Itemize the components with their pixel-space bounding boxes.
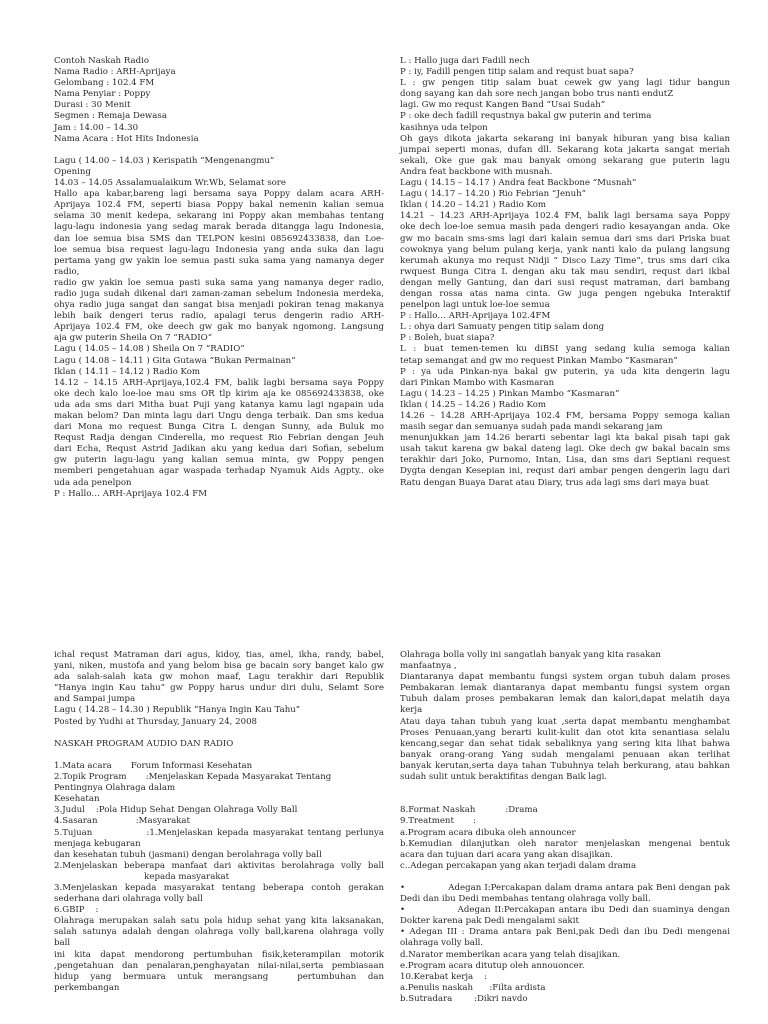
text-line: manfaatnya , (400, 661, 457, 672)
text-line: penelpon lagi untuk loe-loe semua (400, 300, 550, 311)
text-line (400, 794, 730, 805)
text-line: dan kesehatan tubuh (jasmani) dengan berolahraga volly ball (54, 849, 322, 860)
text-line: gw puterin lagu-lagu yang kalian semua minta, gw Poppy pengen (54, 455, 384, 466)
text-line: e.Program acara ditutup oleh annouoncer. (400, 960, 585, 971)
text-line: memberi pengetahuan agar waspada terhadap Nyamuk Aids Agpty.. oke (54, 466, 384, 477)
text-line: sederhana dari olahraga volly ball (54, 894, 203, 905)
text-line: L : ohya dari Samuaty pengen titip salam dong (400, 322, 605, 333)
text-line: loe semua bisa request lagu-lagu Indonesia yang anda suka dan lagu (54, 244, 384, 255)
text-line: NASKAH PROGRAM AUDIO DAN RADIO (54, 738, 234, 749)
text-line: makan belom? Dan minta lagu dari Ungu denga terbaik. Dan sms kedua (54, 411, 384, 421)
text-line: usah takut karena gw bakal dateng lagi. Oke dech gw bakal bacain sms (400, 444, 730, 455)
text-line: Opening (54, 166, 91, 177)
text-line (400, 783, 730, 794)
text-line: masih segar dan semuanya sudah pada mandi sekarang jam (400, 422, 663, 433)
text-line: rwquest Bunga Citra L dengan aku tak mau sendiri, requst dari ikbal (400, 266, 730, 277)
text-line: 1.Mata acara Forum Informasi Kesehatan (54, 760, 253, 771)
text-line: Nama Radio : ARH-Aprijaya (54, 67, 176, 78)
text-line: Posted by Yudhi at Thursday, January 24, 2008 (54, 716, 258, 727)
bottom-left-column (54, 650, 384, 994)
text-line: Diantaranya dapat membantu fungsi system organ tubuh dalam proses (400, 672, 730, 683)
text-line: olahraga volly ball. (400, 938, 484, 949)
text-line: menunjukkan jam 14.26 berarti sebentar lagi kta bakal pisah tapi gak (400, 433, 730, 444)
text-line: uda ada penelpon (54, 477, 132, 488)
text-line: 3.Judul :Pola Hidup Sehat Dengan Olahraga Volly Ball (54, 805, 298, 816)
text-line: ada salah-salah kata gw mohon maaf, Lagu terakhir dari Republik (54, 672, 384, 683)
text-line: jumpai seperti monas, dufan dll. Sekarang kota jakarta sangat meriah (400, 144, 730, 155)
bottom-page (0, 600, 768, 1024)
text-line: cowoknya yang belum pulang kerja, yank nanti kalo da pulang langsung (400, 244, 730, 255)
text-line: Pentingnya Olahraga dalam (54, 783, 176, 794)
text-line: acara dan tujuan dari acara yang akan disajikan. (400, 849, 613, 860)
text-line: 2.Menjelaskan beberapa manfaat dari aktivitas berolahraga volly ball (54, 860, 384, 871)
text-line: 14.12 – 14.15 ARH-Aprijaya,102.4 FM, balik lagbi bersama saya Poppy (54, 377, 384, 388)
bottom-right-column (400, 650, 730, 1005)
text-line: banyak orang-orang Yang sudah mengalami penuaan akan terlihat (400, 749, 730, 760)
text-line: Segmen : Remaja Dewasa (54, 111, 167, 122)
text-line: dari Mona mo request Bunga Citra L dengan Sunny, ada Buluk mo (54, 422, 384, 433)
text-line: Ratu dengan Buaya Darat atau Diary, trus ada lagi sms dari maya buat (400, 477, 709, 488)
text-line: dari Pinkan Mambo with Kasmaran (400, 377, 555, 388)
text-line: Contoh Naskah Radio (54, 56, 150, 66)
text-line (54, 750, 384, 761)
text-line: ini kita dapat mendorong pertumbuhan fisik,keterampilan motorik (54, 949, 384, 960)
text-line: Iklan ( 14.11 – 14.12 ) Radio Kom (54, 366, 201, 377)
text-line: sudah sulit untuk beraktifitas dengan Baik lagi. (400, 772, 608, 783)
text-line: Lagu ( 14.08 – 14.11 ) Gita Gutawa “Bukan Permainan” (54, 355, 296, 366)
text-line: Hallo apa kabar,bareng lagi bersama saya Poppy dalam acara ARH- (54, 189, 384, 200)
text-line: selama 30 menit kedepa, sekarang ini Poppy akan membahas tentang (54, 211, 384, 222)
text-line: and Sampai jumpa (54, 694, 136, 705)
text-line: yani, niken, mustofa and yang belom bisa ge bacain sory banget kalo gw (54, 661, 384, 672)
text-line: • Adegan I:Percakapan dalam drama antara pak Beni dengan pak (400, 882, 730, 893)
text-line: c..Adegan percakapan yang akan terjadi dalam drama (400, 860, 637, 871)
text-line: lagi. Gw mo requst Kangen Band “Usai Sudah” (400, 100, 606, 111)
text-line: tetap semangat and gw mo request Pinkan Mambo “Kasmaran” (400, 355, 678, 366)
text-line: b.Kemudian dilanjutkan oleh narator menjelaskan mengenai bentuk (400, 838, 730, 849)
text-line (54, 145, 384, 156)
text-line: Aprijaya 102.4 FM, oke deech gw gak mo banyak ngomong. Langsung (54, 322, 384, 333)
text-line: d.Narator memberikan acara yang telah disajikan. (400, 949, 621, 960)
text-line: 3.Menjelaskan kepada masyarakat tentang beberapa contoh gerakan (54, 882, 384, 893)
text-line: Nama Acara : Hot Hits Indonesia (54, 133, 199, 144)
text-line: Lagu ( 14.23 – 14.25 ) Pinkan Mambo “Kasmaran” (400, 388, 620, 399)
text-line: hidup yang bermuara untuk merangsang pertumbuhan dan (54, 971, 384, 982)
text-line: Atau daya tahan tubuh yang kuat ,serta dapat membantu menghambat (400, 716, 730, 727)
text-line: radio juga sudah dikenal dari zaman-zaman sebelum Indonesia merdeka, (54, 288, 384, 299)
text-line: Andra feat backbone with musnah. (400, 166, 553, 177)
text-line: banyak kerutan,serta daya tahan Tubuhnya telah berkurang, atau bahkan (400, 760, 730, 771)
text-line: lebih baik dengeri terus radio, apalagi terus dengerin radio ARH- (54, 311, 384, 322)
text-line: Durasi : 30 Menit (54, 100, 131, 111)
text-line: aja gw puterin Sheila On 7 “RADIO” (54, 333, 213, 344)
text-line: Iklan ( 14.20 – 14.21 ) Radio Kom (400, 200, 547, 211)
text-line: kencang,segar dan sehat tidak sebaliknya yang sering kita lihat bahwa (400, 738, 730, 749)
text-line: 4.Sasaran :Masyarakat (54, 816, 190, 827)
text-line: pertama yang gw yakin loe semua pasti suka sama yang namanya deger radio, (54, 255, 387, 277)
text-line: ball (54, 938, 71, 949)
text-line: ohya radio juga sangat dan sangat bisa menjadi pokiran tenag makanya (54, 300, 384, 311)
text-line: uda ada sms dari Mitha buat Puji yang katanya kamu lagi ngapain uda (54, 399, 384, 410)
text-line: L : Hallo juga dari Fadill nech (400, 56, 530, 66)
text-line: Aprijaya 102.4 FM, seperti biasa Poppy bakal nemenin kalian semua (54, 200, 384, 211)
text-line (400, 872, 730, 883)
text-line: P : Hallo… ARH-Aprijaya 102.4FM (400, 311, 551, 322)
text-line: oke dech kalo loe-loe mau sms OR tlp kirim aja ke 085692433838, oke (54, 388, 384, 399)
text-line: dengan rossa atas nama cinta. Gw juga pengen ngebuka Interaktif (400, 288, 730, 299)
text-line: terakhir dari Joko, Purnomo, Intan, Lisa, dan sms dari Septiani request (400, 455, 730, 466)
text-line: Kesehatan (54, 794, 100, 805)
text-line: Oh gays dikota jakarta sekarang ini banyak hiburan yang bisa kalian (400, 133, 730, 144)
top-left-column (54, 56, 387, 500)
text-line: Jam : 14.00 – 14.30 (54, 122, 139, 133)
text-line: Tubuh dalam proses pembakaran lemak dan kalori,dapat melatih daya (400, 694, 730, 705)
text-line: Nama Penyiar : Poppy (54, 89, 151, 100)
text-line: P : Hallo… ARH-Aprijaya 102.4 FM (54, 488, 207, 499)
text-line: lagu-lagu indonesia yang sedag marak berada ditangga lagu Indonesia, (54, 222, 384, 233)
text-line: sekali, Oke gue gak mau banyak omong sekarang gue puterin lagu (400, 155, 730, 166)
text-line: 14.26 – 14.28 ARH-Aprijaya 102.4 FM, bersama Poppy semoga kalian (400, 411, 730, 421)
text-line: Gelombang : 102.4 FM (54, 78, 155, 89)
text-line: a.Program acara dibuka oleh announcer (400, 827, 576, 838)
text-line: Requst Radja dengan Cinderella, mo request Rio Febrian dengan Jeuh (54, 433, 384, 444)
text-line: dengan melly Gantung, dan dari susi requst matraman, dari bambang (400, 277, 730, 288)
text-line: P : iy, Fadill pengen titip salam and requst buat sapa? (400, 67, 634, 78)
text-line: 14.03 – 14.05 Assalamualaikum Wr.Wb, Selamat sore (54, 178, 286, 189)
text-line: Dedi dan ibu Dedi membahas tentang olahraga volly ball. (400, 894, 651, 905)
text-line: 2.Topik Program :Menjelaskan Kepada Masyarakat Tentang (54, 772, 332, 783)
text-line: Lagu ( 14.17 – 14.20 ) Rio Febrian “Jenuh” (400, 189, 587, 200)
text-line (54, 728, 384, 739)
text-line: L : buat temen-temen ku diBSI yang sedang kulia semoga kalian (400, 344, 730, 355)
text-line: Lagu ( 14.28 – 14.30 ) Republik “Hanya Ingin Kau Tahu” (54, 705, 301, 716)
text-line: ,pengetahuan dan penalaran,penghayatan nilai-nilai,serta pembiasaan (54, 960, 384, 971)
text-line: Dokter karena pak Dedi mengalami sakit (400, 916, 579, 927)
text-line: oke dech loe-loe semua masih pada dengeri radio kesayangan anda. Oke (400, 222, 730, 233)
text-line: Dygta dengan Kesepian ini, requst dari ambar pengen dengerin lagu dari (400, 466, 730, 477)
text-line: dong sayang kan dah sore nech jangan bobo trus nanti endutZ (400, 89, 674, 100)
text-line: kasihnya uda telpon (400, 122, 488, 133)
top-right-column (400, 56, 730, 489)
text-line: ichal requst Matraman dari agus, kidoy, tias, amel, ikha, randy, babel, (54, 650, 384, 660)
text-line: Pembakaran lemak diantaranya dapat membantu fungsi system organ (400, 683, 730, 694)
text-line: kerja (400, 705, 423, 716)
text-line: P : Boleh, buat siapa? (400, 333, 495, 344)
text-line: gw mo bacain sms-sms lagi dari kalain semua dari sms dari Priska buat (400, 233, 730, 244)
text-line: Lagu ( 14.15 – 14.17 ) Andra feat Backbone “Musnah” (400, 178, 637, 189)
text-line: 14.21 – 14.23 ARH-Aprijaya 102.4 FM, balik lagi bersama saya Poppy (400, 211, 730, 222)
text-line: • Adegan III : Drama antara pak Beni,pak Dedi dan ibu Dedi mengenai (400, 927, 730, 938)
text-line: 10.Kerabat kerja : (400, 971, 487, 982)
text-line: • Adegan II:Percakapan antara ibu Dedi dan suaminya dengan (400, 905, 730, 916)
text-line: salah satunya adalah dengan olahraga volly ball,karena olahraga volly (54, 927, 384, 938)
text-line: Lagu ( 14.05 – 14.08 ) Sheila On 7 “RADIO” (54, 344, 245, 355)
text-line: “Hanya ingin Kau tahu” gw Poppy harus undur diri dulu, Selamt Sore (54, 683, 384, 694)
text-line: 6.GBIP : (54, 905, 99, 916)
text-line: Iklan ( 14.25 – 14.26 ) Radio Kom (400, 399, 547, 410)
text-line: P : oke dech fadill requstnya bakal gw puterin and terima (400, 111, 652, 122)
text-line: perkembangan (54, 982, 120, 993)
text-line: 5.Tujuan :1.Menjelaskan kepada masyarakat tentang perlunya (54, 827, 384, 838)
text-line: b.Sutradara :Dikri navdo (400, 993, 528, 1004)
text-line: dan loe semua bisa SMS dan TELPON kesini 085692433838, dan Loe- (54, 233, 384, 244)
text-line: Proses Penuaan,yang berarti kulit-kulit dan otot kita senantiasa selalu (400, 727, 730, 738)
text-line: kepada masyarakat (54, 871, 230, 882)
text-line: dari Echa, Requst Astrid Jadikan aku yang kedua dari Sofian, sebelum (54, 444, 384, 455)
text-line: Olahraga bolla volly ini sangatlah banyak yang kita rasakan (400, 650, 661, 660)
text-line: kerumah akunya mo requst Nidji “ Disco Lazy Time”, trus sms dari cika (400, 255, 730, 266)
text-line: a.Penulis naskah :Filta ardista (400, 982, 546, 993)
text-line: L : gw pengen titip salam buat cewek gw yang lagi tidur bangun (400, 78, 730, 89)
text-line: 9.Treatment : (400, 816, 476, 827)
text-line: P : ya uda Pinkan-nya bakal gw puterin, ya uda kita dengerin lagu (400, 366, 730, 377)
text-line: radio gw yakin loe semua pasti suka sama yang namanya deger radio, (54, 277, 384, 288)
text-line: menjaga kebugaran (54, 838, 141, 849)
text-line: Olahraga merupakan salah satu pola hidup sehat yang kita laksanakan, (54, 916, 384, 927)
text-line: 8.Format Naskah :Drama (400, 805, 538, 816)
text-line: Lagu ( 14.00 – 14.03 ) Kerispatih “Mengenangmu” (54, 155, 275, 166)
